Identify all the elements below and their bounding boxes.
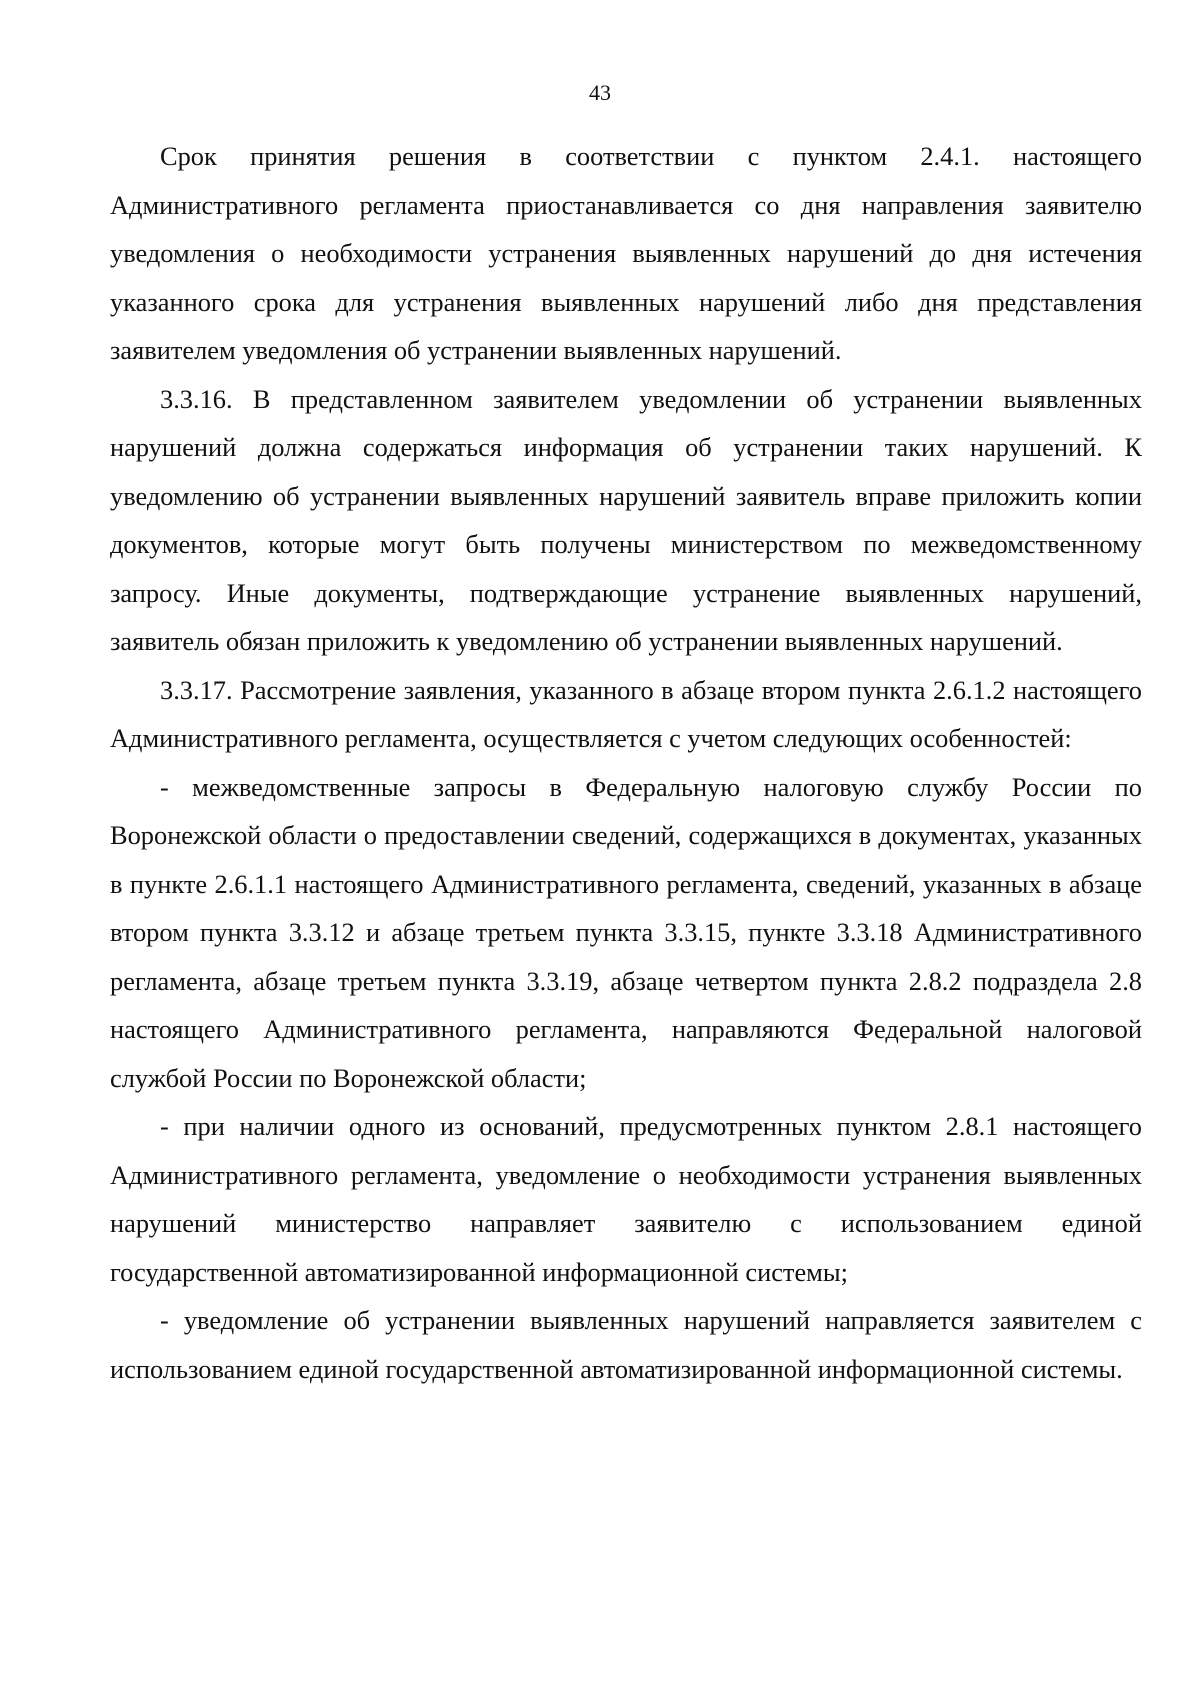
paragraph-3-3-16: 3.3.16. В представленном заявителем уведомлении об устранении выявленных нарушений должна содержаться информация об устранении таких нарушений. К уведомлению об устранении выявленных нарушений заявитель вправе приложить копии документов, которые могут быть получены министерством по межведомственному запросу. Иные документы, подтверждающие устранение выявленных нарушений, заявитель обязан приложить к уведомлению об устранении выявленных нарушений. xyxy=(110,383,1142,656)
list-item-interagency-requests: - межведомственные запросы в Федеральную налоговую службу России по Воронежской области о предоставлении сведений, содержащихся в документах, указанных в пункте 2.6.1.1 настоящего Административного регламента, сведений, указанных в абзаце втором пункта 3.3.12 и абзаце третьем пункта 3.3.15, пункте 3.3.18 Административного регламента, абзаце третьем пункта 3.3.19, абзаце четвертом пункта 2.8.2 подраздела 2.8 настоящего Административного регламента, направляются Федеральной налоговой службой России по Воронежской области; xyxy=(110,771,1142,1093)
list-item-elimination-notice: - уведомление об устранении выявленных нарушений направляется заявителем с использованием единой государственной автоматизированной информационной системы. xyxy=(110,1305,1142,1384)
page-number: 43 xyxy=(589,80,611,105)
paragraph-suspension-term: Срок принятия решения в соответствии с пунктом 2.4.1. настоящего Административного регламента приостанавливается со дня направления заявителю уведомления о необходимости устранения выявленных нарушений до дня истечения указанного срока для устранения выявленных нарушений либо дня представления заявителем уведомления об устранении выявленных нарушений. xyxy=(110,141,1142,365)
document-body xyxy=(110,132,1142,1393)
list-item-violation-notice: - при наличии одного из оснований, предусмотренных пунктом 2.8.1 настоящего Административного регламента, уведомление о необходимости устранения выявленных нарушений министерство направляет заявителю с использованием единой государственной автоматизированной информационной системы; xyxy=(110,1111,1142,1287)
paragraph-3-3-17: 3.3.17. Рассмотрение заявления, указанного в абзаце втором пункта 2.6.1.2 настоящего Административного регламента, осуществляется с учетом следующих особенностей: xyxy=(110,674,1142,753)
